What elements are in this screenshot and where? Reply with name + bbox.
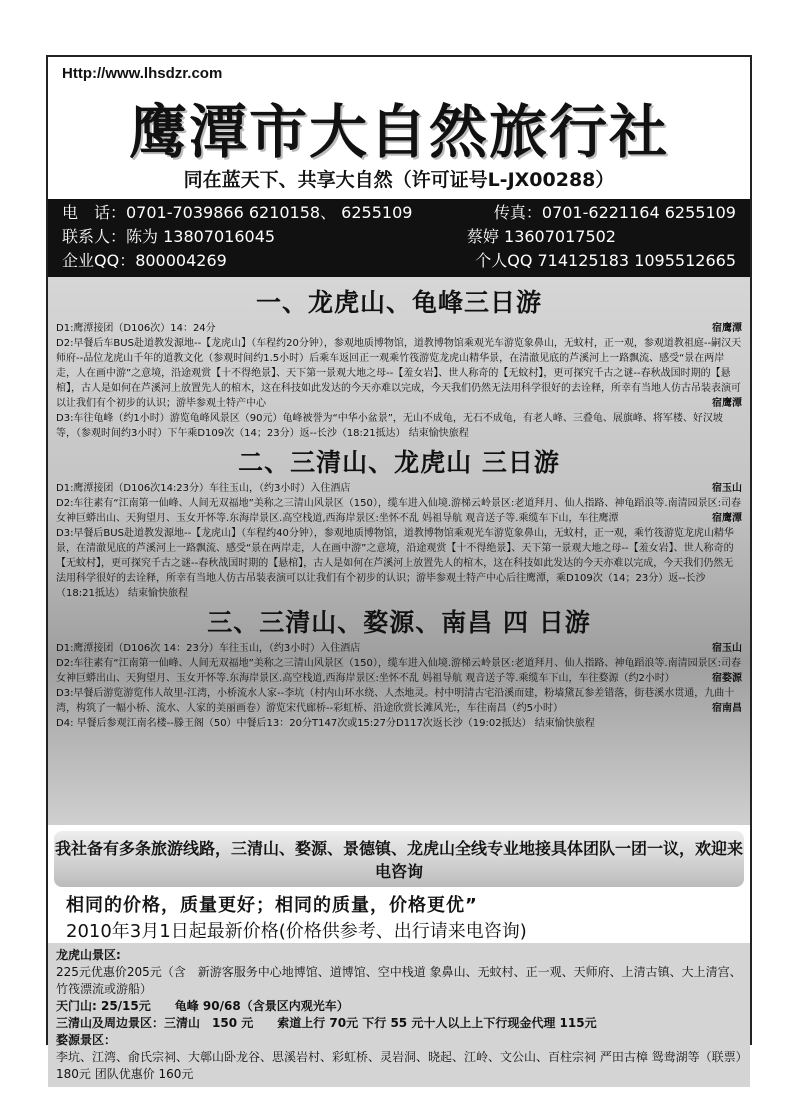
website-url[interactable]: Http://www.lhsdzr.com	[62, 65, 223, 82]
itinerary-day: D3:车往龟峰（约1小时）游览龟峰风景区（90元）龟峰被誉为“中华小盆景”，无山不成龟，无石不成龟，有老人峰、三叠龟、展旗峰、将军楼、好汉坡等，（参观时间约3小时）下午乘D109次（14；23分）返--长沙（18:21抵达） 结束愉快旅程	[56, 413, 723, 439]
price-effective-note: 2010年3月1日起最新价格(价格供参考、出行请来电咨询)	[66, 921, 527, 942]
itinerary-day: D3:早餐后游览游览伟人故里-江湾，小桥流水人家--李坑（村内山环水绕、人杰地灵。村中明清古宅沿溪而建，粉墙黛瓦参差错落，街巷溪水贯通，九曲十湾，构筑了一幅小桥、流水、人家的美丽画卷）游览宋代廊桥--彩虹桥、沿途欣赏长滩风光:，车往南昌（约5小时） 宿南昌	[56, 688, 742, 714]
tour-section	[56, 443, 742, 601]
price-heading-longhushan: 龙虎山景区:	[56, 948, 121, 962]
price-heading-wuyuan: 婺源景区：	[56, 1033, 117, 1047]
price-quality-slogan: 相同的价格，质量更好；相同的质量，价格更优”	[66, 895, 478, 916]
contact-bar	[48, 199, 750, 277]
itinerary-day: D2:车往素有“江南第一仙峰、人间无双福地”美称之三清山风景区（150），缆车进入仙境.游梯云岭景区:老道拜月、仙人指路、神龟蹈浪等.南清园景区:司春女神巨蟒出山、天狗望月、玉女开怀等.东海岸景区.高空栈道,西海岸景区:坐怀不乱 妈祖导航 观音送子等.乘缆车下山，车往鹰潭 宿鹰潭	[56, 498, 742, 524]
itinerary-day: 宿玉山 D1:鹰潭接团（D106次 14：23分）车往玉山，（约3小时）入住酒店	[56, 643, 742, 654]
phone-numbers: 电 话：0701-7039866 6210158、 6255109	[62, 203, 413, 222]
company-qq: 企业QQ：800004269	[62, 251, 227, 270]
personal-qq: 个人QQ 714125183 1095512665	[475, 251, 736, 270]
tour-itineraries	[48, 277, 750, 825]
itinerary-day: D4: 早餐后参观江南名楼--滕王阁（50）中餐后13：20分T147次或15:27分D117次返长沙（19:02抵达） 结束愉快旅程	[56, 718, 595, 729]
tour-section	[56, 283, 742, 441]
fax-numbers: 传真：0701-6221164 6255109	[493, 203, 736, 222]
tour-title: 二、三清山、龙虎山 三日游	[238, 448, 560, 477]
itinerary-day: 宿玉山 D1:鹰潭接团（D106次14:23分）车往玉山，（约3小时）入住酒店	[56, 483, 742, 494]
price-sanqingshan: 三清山及周边景区：三清山 150 元 索道上行 70元 下行 55 元十人以上上下行现金代理 115元	[56, 1016, 597, 1030]
itinerary-day: 宿鹰潭 D1:鹰潭接团（D106次）14：24分	[56, 323, 742, 334]
price-list	[48, 943, 754, 1087]
contact-person-2: 蔡婷 13607017502	[466, 227, 616, 246]
price-tianmen-guifeng: 天门山: 25/15元 龟峰 90/68（含景区内观光车）	[56, 999, 349, 1013]
price-longhushan: 225元优惠价205元（含 新游客服务中心地博馆、道博馆、空中栈道 象鼻山、无蚊村、正一观、天师府、上清古镇、大上清宫、 竹筏漂流或游船）	[56, 965, 748, 996]
flyer	[46, 55, 754, 1081]
tour-title: 三、三清山、婺源、南昌 四 日游	[207, 608, 591, 637]
itinerary-day: D3:早餐后BUS赴道教发源地--【龙虎山】（车程约40分钟），参观地质博物馆，道教博物馆乘观光车游览象鼻山，无蚊村，正一观，乘竹筏游览龙虎山精华景，在清澈见底的芦溪河上一路飘流、感受“景在两岸走，人在画中游”之意境，沿途观赏【十不得绝景】、天下第一景观大地之母--【羞女岩】、世人称奇的【无蚊村】，更可探究千古之谜--春秋战国时期的【悬棺】，古人是如何在芦溪河上放置先人的棺木，这在科技如此发达的今天亦难以完成，今天我们仍然无法用科学很好的去诠释，所幸有当地人仿古吊装表演可以让我们有个初步的认识；游毕参观土特产中心后往鹰潭，乘D109次（14；23分）返--长沙（18:21抵达） 结束愉快旅程	[56, 528, 734, 599]
agency-name: 鹰潭市大自然旅行社	[128, 98, 669, 166]
price-wuyuan: 李坑、江湾、俞氏宗祠、大鄣山卧龙谷、思溪岩村、彩虹桥、灵岩洞、晓起、江岭、文公山、百柱宗祠 严田古樟 鸳鸯湖等（联票） 180元 团队优惠价 160元	[56, 1050, 754, 1081]
itinerary-day: D2:车往素有“江南第一仙峰、人间无双福地”美称之三清山风景区（150），缆车进入仙境.游梯云岭景区:老道拜月、仙人指路、神龟蹈浪等.南清园景区:司春女神巨蟒出山、天狗望月、玉女开怀等.东海岸景区.高空栈道,西海岸景区:坐怀不乱 妈祖导航 观音送子等.乘缆车下山，车往婺源（约2小时） 宿婺源	[56, 658, 742, 684]
tour-title: 一、龙虎山、龟峰三日游	[255, 288, 542, 317]
tour-section	[56, 603, 742, 731]
itinerary-day: D2:早餐后车BUS赴道教发源地--【龙虎山】（车程约20分钟），参观地质博物馆，道教博物馆乘观光车游览象鼻山，无蚊村，正一观，参观道教祖庭--嗣汉天师府--品位龙虎山千年的道教文化（参观时间约1.5小时）后乘车返回正一观乘竹筏游览龙虎山精华景，在清澈见底的芦溪河上一路飘流、感受“景在两岸走，人在画中游”之意境，沿途观赏【十不得绝景】、天下第一景观大地之母--【羞女岩】、世人称奇的【无蚊村】，更可探究千古之谜--春秋战国时期的【悬棺】，古人是如何在芦溪河上放置先人的棺木，这在科技如此发达的今天亦难以完成，今天我们仍然无法用科学很好的去诠释，所幸有当地人仿古吊装表演可以让我们有个初步的认识；游毕参观土特产中心 宿鹰潭	[56, 338, 742, 409]
contact-person-1: 联系人：陈为 13807016045	[62, 227, 276, 246]
promo-banner: 我社备有多条旅游线路，三清山、婺源、景德镇、龙虎山全线专业地接具体团队一团一议，欢迎来电咨询	[54, 831, 744, 887]
header	[48, 57, 750, 199]
slogan: 同在蓝天下、共享大自然（许可证号L-JX00288）	[183, 169, 615, 191]
